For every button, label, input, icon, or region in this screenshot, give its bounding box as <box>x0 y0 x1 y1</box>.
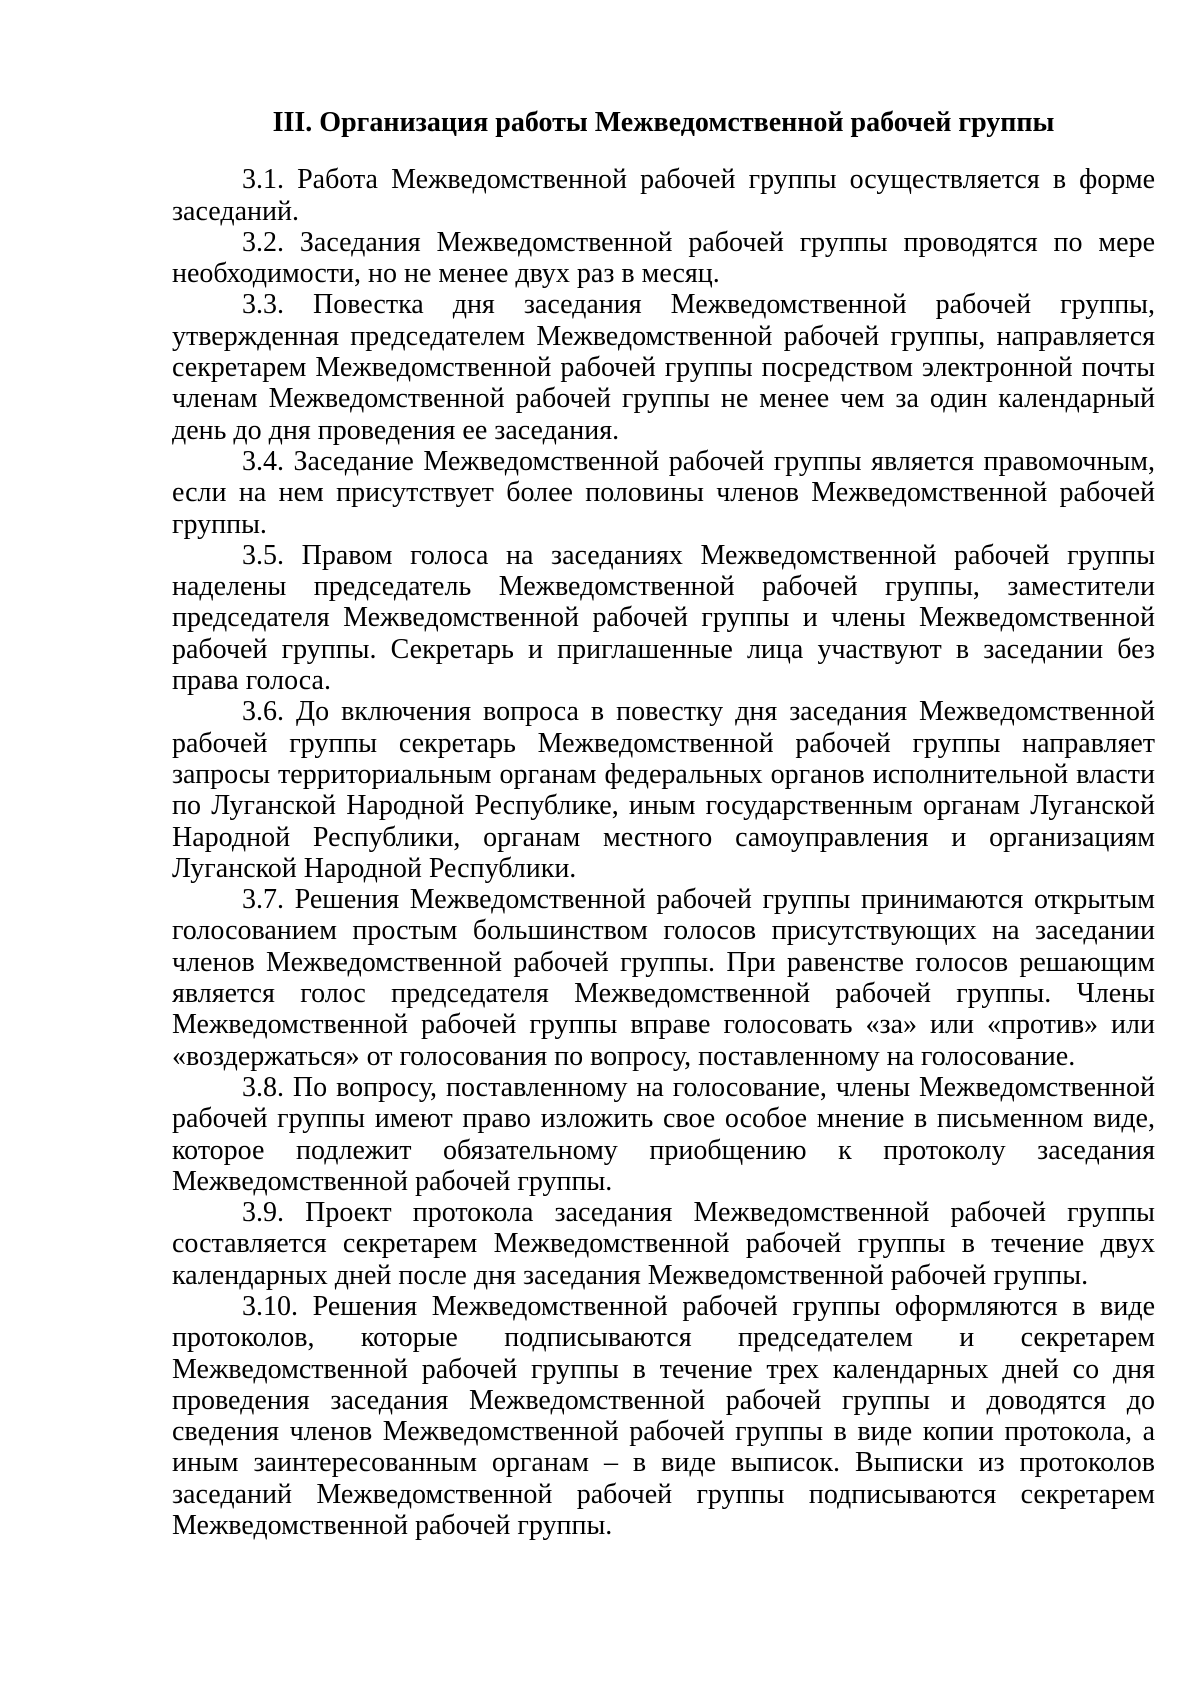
paragraph-number: 3.3. <box>242 289 284 321</box>
paragraph-text: Заседания Межведомственной рабочей группы проводятся по мере необходимости, но не менее двух раз в месяц. <box>172 226 1155 290</box>
paragraph-number: 3.10. <box>242 1290 298 1322</box>
paragraph-text: Решения Межведомственной рабочей группы принимаются открытым голосованием простым большинством голосов присутствующих на заседании членов Межведомственной рабочей группы. При равенстве голосов решающим является голос председателя Межведомственной рабочей группы. Члены Межведомственной рабочей группы вправе голосовать «за» или «против» или «воздержаться» от голосования по вопросу, поставленному на голосование. <box>172 884 1156 1072</box>
section-heading: III. Организация работы Межведомственной рабочей группы <box>272 107 1055 138</box>
paragraph-3-9 <box>172 1197 1155 1291</box>
paragraph-3-1 <box>172 164 1155 227</box>
paragraph-3-5 <box>172 540 1155 696</box>
paragraph-number: 3.2. <box>242 226 284 258</box>
paragraph-3-6 <box>172 696 1155 884</box>
paragraph-number: 3.8. <box>242 1071 284 1103</box>
paragraph-text: Решения Межведомственной рабочей группы оформляются в виде протоколов, которые подписываются председателем и секретарем Межведомственной рабочей группы в течение трех календарных дней со дня проведения заседания Межведомственной рабочей группы и доводятся до сведения членов Межведомственной рабочей группы в виде копии протокола, а иным заинтересованным органам – в виде выписок. Выписки из протоколов заседаний Межведомственной рабочей группы подписываются секретарем Межведомственной рабочей группы. <box>172 1290 1156 1542</box>
document-body <box>172 107 1155 1541</box>
paragraph-3-4 <box>172 446 1155 540</box>
paragraph-number: 3.1. <box>242 164 284 196</box>
paragraph-text: Проект протокола заседания Межведомственной рабочей группы составляется секретарем Межведомственной рабочей группы в течение двух календарных дней после дня заседания Межведомственной рабочей группы. <box>172 1197 1155 1291</box>
paragraph-number: 3.4. <box>242 445 284 477</box>
paragraph-text: До включения вопроса в повестку дня заседания Межведомственной рабочей группы секретарь Межведомственной рабочей группы направляет запросы территориальным органам федеральных органов исполнительной власти по Луганской Народной Республике, иным государственным органам Луганской Народной Республики, органам местного самоуправления и организациям Луганской Народной Республики. <box>172 696 1156 884</box>
paragraph-3-8 <box>172 1072 1155 1197</box>
paragraph-3-3 <box>172 289 1155 445</box>
paragraph-text: Работа Межведомственной рабочей группы осуществляется в форме заседаний. <box>172 164 1155 227</box>
paragraph-3-2 <box>172 227 1155 290</box>
paragraph-number: 3.6. <box>242 696 284 728</box>
paragraph-text: Повестка дня заседания Межведомственной рабочей группы, утвержденная председателем Межведомственной рабочей группы, направляется секретарем Межведомственной рабочей группы посредством электронной почты членам Межведомственной рабочей группы не менее чем за один календарный день до дня проведения ее заседания. <box>172 289 1155 446</box>
paragraph-3-10 <box>172 1291 1155 1541</box>
paragraph-text: По вопросу, поставленному на голосование, члены Межведомственной рабочей группы имеют право изложить свое особое мнение в письменном виде, которое подлежит обязательному приобщению к протоколу заседания Межведомственной рабочей группы. <box>172 1071 1155 1197</box>
paragraph-number: 3.7. <box>242 884 284 916</box>
paragraph-number: 3.9. <box>242 1197 284 1229</box>
paragraph-3-7 <box>172 884 1155 1072</box>
paragraph-number: 3.5. <box>242 539 284 571</box>
paragraph-text: Заседание Межведомственной рабочей группы является правомочным, если на нем присутствует более половины членов Межведомственной рабочей группы. <box>172 445 1155 540</box>
paragraph-text: Правом голоса на заседаниях Межведомственной рабочей группы наделены председатель Межведомственной рабочей группы, заместители председателя Межведомственной рабочей группы и члены Межведомственной рабочей группы. Секретарь и приглашенные лица участвуют в заседании без права голоса. <box>172 539 1156 697</box>
